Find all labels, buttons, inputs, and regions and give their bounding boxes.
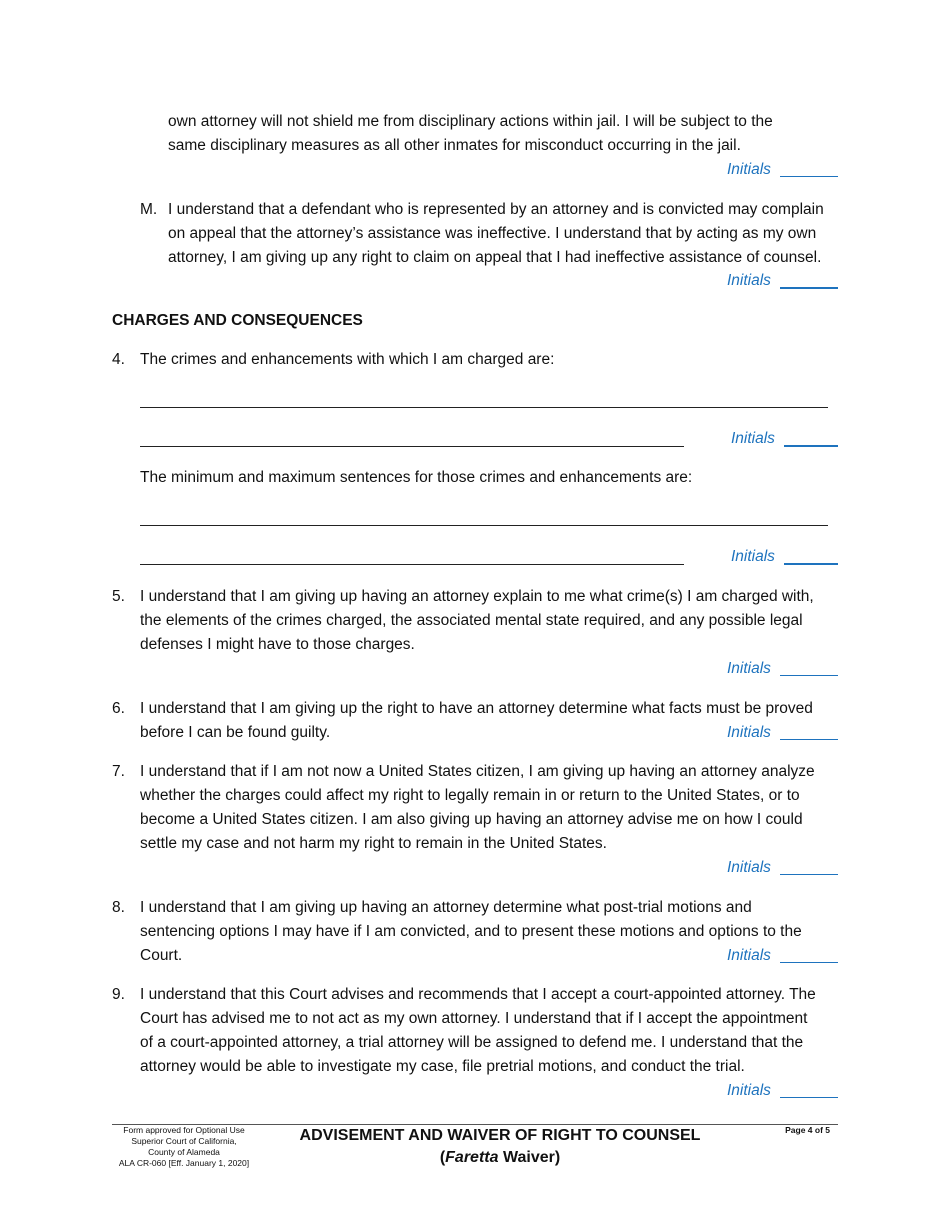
initials-line[interactable] — [780, 1097, 838, 1098]
sentences-blank-line-2[interactable] — [140, 564, 684, 565]
footer-title-rest: Waiver) — [498, 1149, 561, 1166]
paragraph-line: sentencing options I may have if I am convicted, and to present these motions and options to the — [140, 923, 802, 940]
paragraph-line: whether the charges could affect my right to legally remain in or return to the United States, or to — [140, 787, 800, 804]
paragraph-line: own attorney will not shield me from disciplinary actions within jail. I will be subject to the — [168, 113, 773, 130]
initials-label: Initials — [727, 272, 771, 289]
initials-line[interactable] — [784, 445, 838, 447]
sentences-blank-line-1[interactable] — [140, 525, 828, 526]
initials-label: Initials — [727, 660, 771, 677]
item-4-label: 4. — [112, 351, 125, 368]
footer-title-italic: Faretta — [445, 1149, 499, 1166]
paragraph-line: settle my case and not harm my right to remain in the United States. — [140, 835, 607, 852]
charges-blank-line-2[interactable] — [140, 446, 684, 447]
item-5-label: 5. — [112, 588, 125, 605]
initials-field-7[interactable] — [727, 856, 839, 880]
initials-label: Initials — [727, 724, 771, 741]
item-4-sentences-text: The minimum and maximum sentences for those crimes and enhancements are: — [140, 469, 693, 486]
initials-label: Initials — [727, 859, 771, 876]
item-7-text — [140, 760, 845, 856]
item-7-label: 7. — [112, 763, 125, 780]
initials-label: Initials — [731, 548, 775, 565]
item-m-label: M. — [140, 201, 158, 218]
initials-field-m[interactable] — [727, 269, 839, 293]
item-8-label: 8. — [112, 899, 125, 916]
section-heading: CHARGES AND CONSEQUENCES — [112, 312, 363, 329]
initials-line[interactable] — [780, 739, 838, 740]
item-5-text — [140, 585, 845, 657]
initials-label: Initials — [727, 947, 771, 964]
continued-paragraph — [168, 110, 868, 158]
footer-form-line: County of Alameda — [148, 1147, 220, 1157]
initials-field-9[interactable] — [727, 1079, 839, 1103]
item-9-label: 9. — [112, 986, 125, 1003]
initials-field-5[interactable] — [727, 657, 839, 681]
initials-line[interactable] — [780, 874, 838, 875]
paragraph-line: become a United States citizen. I am also giving up having an attorney advise me on how I could — [140, 811, 803, 828]
initials-field-4a[interactable] — [731, 427, 843, 451]
paragraph-line: the elements of the crimes charged, the associated mental state required, and any possible legal — [140, 612, 803, 629]
initials-field-l[interactable] — [727, 158, 839, 182]
footer-title-line-2 — [290, 1147, 710, 1169]
item-9-text — [140, 983, 845, 1079]
footer-form-info — [112, 1125, 256, 1169]
paragraph-line: I understand that this Court advises and recommends that I accept a court-appointed attorney. The — [140, 986, 816, 1003]
initials-line[interactable] — [780, 287, 838, 289]
paragraph-line: Court has advised me to not act as my own attorney. I understand that if I accept the appointment — [140, 1010, 808, 1027]
initials-label: Initials — [727, 161, 771, 178]
paragraph-line: I understand that a defendant who is represented by an attorney and is convicted may complain — [168, 201, 824, 218]
footer-title-open: ( — [439, 1149, 446, 1166]
footer-title-line-1: ADVISEMENT AND WAIVER OF RIGHT TO COUNSEL — [299, 1127, 701, 1144]
paragraph-line: I understand that I am giving up having an attorney determine what post-trial motions and — [140, 899, 752, 916]
paragraph-line: Court. — [140, 947, 183, 964]
initials-line[interactable] — [784, 563, 838, 565]
paragraph-line: on appeal that the attorney’s assistance was ineffective. I understand that by acting as my own — [168, 225, 817, 242]
footer-form-line: ALA CR-060 [Eff. January 1, 2020] — [118, 1158, 250, 1168]
footer-form-line: Form approved for Optional Use — [123, 1125, 245, 1135]
paragraph-line: of a court-appointed attorney, a trial attorney will be assigned to defend me. I understand that the — [140, 1034, 804, 1051]
page-number: Page 4 of 5 — [785, 1125, 830, 1135]
initials-line[interactable] — [780, 176, 838, 177]
charges-blank-line-1[interactable] — [140, 407, 828, 408]
initials-field-6[interactable] — [727, 721, 839, 745]
paragraph-line: I understand that if I am not now a United States citizen, I am giving up having an attorney analyze — [140, 763, 815, 780]
paragraph-line: I understand that I am giving up the right to have an attorney determine what facts must be proved — [140, 700, 813, 717]
paragraph-line: I understand that I am giving up having an attorney explain to me what crime(s) I am charged with, — [140, 588, 814, 605]
paragraph-line: attorney would be able to investigate my case, file pretrial motions, and conduct the trial. — [140, 1058, 745, 1075]
paragraph-line: attorney, I am giving up any right to claim on appeal that I had ineffective assistance of counsel. — [168, 249, 822, 266]
initials-line[interactable] — [780, 675, 838, 676]
paragraph-line: same disciplinary measures as all other inmates for misconduct occurring in the jail. — [168, 137, 741, 154]
item-4-text: The crimes and enhancements with which I am charged are: — [140, 351, 555, 368]
paragraph-line: defenses I might have to those charges. — [140, 636, 415, 653]
initials-line[interactable] — [780, 962, 838, 963]
paragraph-line: before I can be found guilty. — [140, 724, 331, 741]
item-6-label: 6. — [112, 700, 125, 717]
initials-label: Initials — [731, 430, 775, 447]
item-m-text — [168, 198, 848, 270]
initials-label: Initials — [727, 1082, 771, 1099]
initials-field-4b[interactable] — [731, 545, 843, 569]
initials-field-8[interactable] — [727, 944, 839, 968]
footer-form-line: Superior Court of California, — [131, 1136, 237, 1146]
footer-title — [290, 1125, 710, 1169]
